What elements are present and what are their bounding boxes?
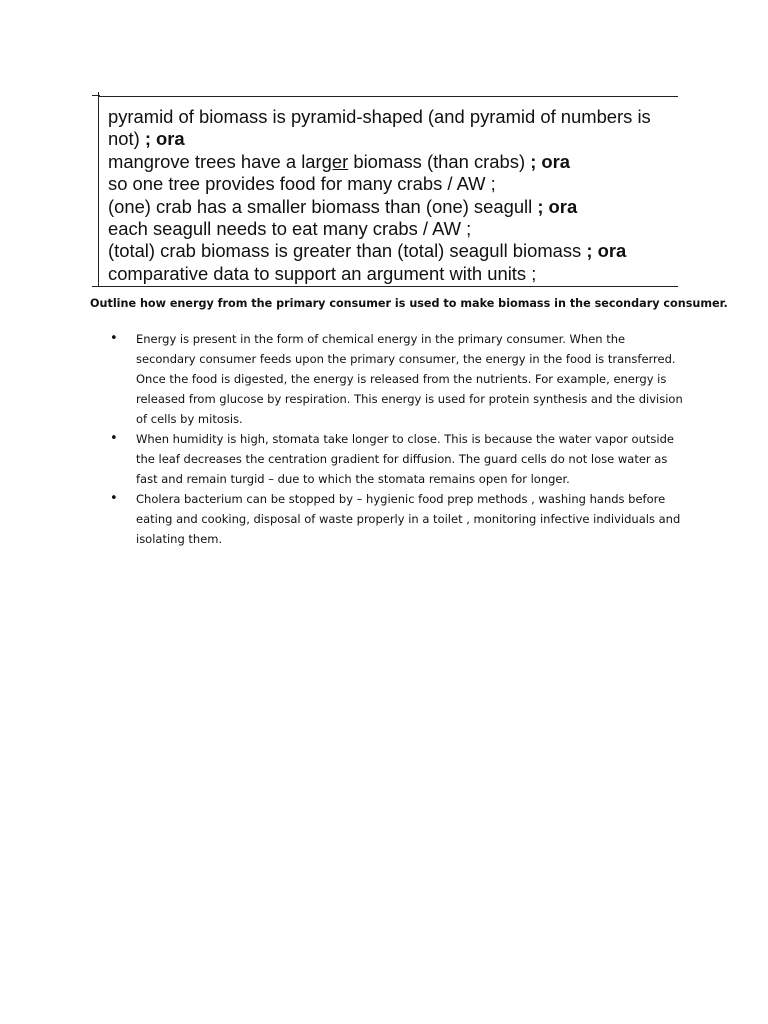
line-text: so one tree provides food for many crabs / AW ; bbox=[108, 173, 496, 195]
answer-text: Cholera bacterium can be stopped by – hygienic food prep methods , washing hands before eating and cooking, disposal of waste properly in a toilet , monitoring infective individuals and isolating them. bbox=[136, 492, 681, 546]
ora-marker: ; ora bbox=[537, 195, 578, 217]
markscheme-top-rule bbox=[98, 96, 678, 97]
list-item bbox=[110, 429, 685, 489]
answer-list bbox=[110, 329, 685, 549]
line-text: (total) crab biomass is greater than (total) seagull biomass bbox=[108, 240, 587, 262]
markscheme-excerpt bbox=[92, 92, 678, 287]
line-text: mangrove trees have a lar bbox=[108, 150, 322, 172]
line-text: biomass (than crabs) bbox=[348, 150, 531, 172]
question-heading: Outline how energy from the primary consumer is used to make biomass in the secondary consumer. bbox=[90, 297, 728, 310]
bullet-icon: • bbox=[110, 431, 118, 446]
markscheme-line bbox=[108, 128, 678, 150]
line-text: pyramid of biomass is pyramid-shaped (and pyramid of numbers is bbox=[108, 106, 651, 127]
answer-text: When humidity is high, stomata take longer to close. This is because the water vapor outside the leaf decreases the centration gradient for diffusion. The guard cells do not lose water as fast and remain turgid – due to which the stomata remains open for longer. bbox=[136, 432, 674, 486]
markscheme-line bbox=[108, 106, 678, 128]
ora-marker: ; ora bbox=[144, 128, 185, 150]
bullet-icon: • bbox=[110, 331, 118, 346]
list-item bbox=[110, 489, 685, 549]
list-item bbox=[110, 329, 685, 429]
line-text: (one) crab has a smaller biomass than (one) seagull bbox=[108, 195, 538, 217]
ora-marker: ; ora bbox=[530, 150, 571, 172]
markscheme-line bbox=[108, 263, 678, 285]
markscheme-line bbox=[108, 151, 678, 173]
markscheme-left-rule bbox=[98, 92, 99, 287]
line-text: comparative data to support an argument with units ; bbox=[108, 262, 537, 284]
markscheme-line bbox=[108, 196, 678, 218]
markscheme-line bbox=[108, 173, 678, 195]
markscheme-lines bbox=[108, 106, 678, 285]
markscheme-bottom-rule bbox=[92, 286, 678, 287]
line-text: not) bbox=[108, 128, 145, 150]
markscheme-line bbox=[108, 240, 678, 262]
line-text: each seagull needs to eat many crabs / AW ; bbox=[108, 218, 472, 240]
bullet-icon: • bbox=[110, 491, 118, 506]
markscheme-line bbox=[108, 218, 678, 240]
ora-marker: ; ora bbox=[586, 240, 627, 262]
answer-text: Energy is present in the form of chemical energy in the primary consumer. When the secondary consumer feeds upon the primary consumer, the energy in the food is transferred. Once the food is digested, the energy is released from the nutrients. For example, energy is released from glucose by respiration. This energy is used for protein synthesis and the division of cells by mitosis. bbox=[136, 332, 683, 426]
underlined-text: ger bbox=[321, 150, 349, 172]
